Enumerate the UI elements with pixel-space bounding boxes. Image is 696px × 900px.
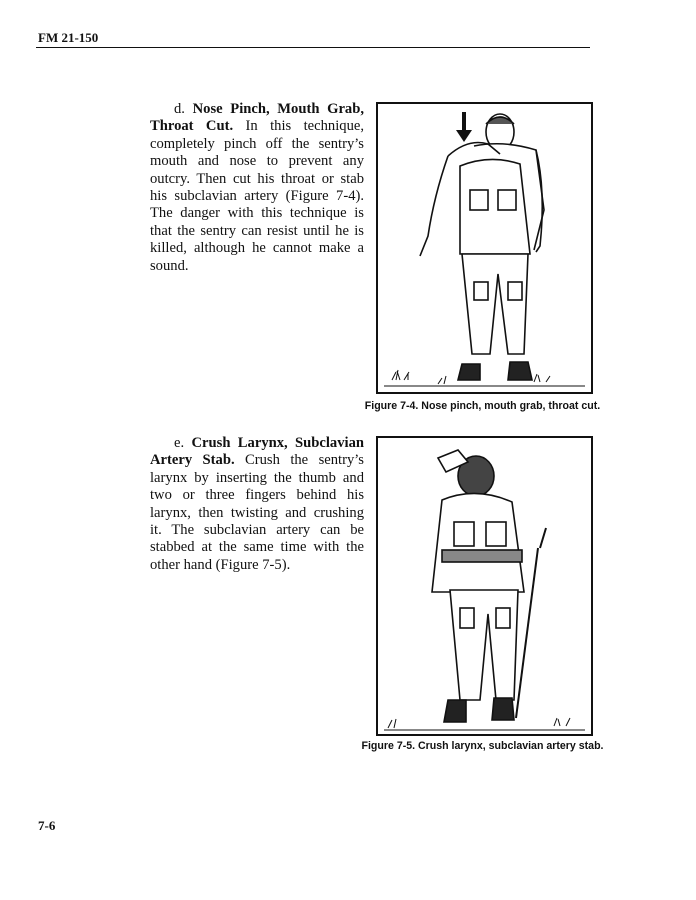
figure-7-4-illustration [376, 102, 593, 394]
paragraph-e-letter: e. [174, 435, 185, 451]
sentry-figure [432, 450, 524, 722]
paragraph-d-body: In this technique, completely pinch off the sentry’s mouth and nose to prevent any outcry. Then cut his throat or stab his subclavian artery (Figure 7-4). The danger with this technique is that the sentry can resist until he is killed, although he cannot make a sound. [150, 118, 364, 274]
paragraph-e [150, 435, 364, 574]
header-rule [36, 47, 590, 48]
sentry-figure [458, 159, 532, 380]
down-arrow-icon [456, 112, 472, 142]
paragraph-e-body: Crush the sentry’s larynx by inserting the thumb and two or three fingers behind his larynx, then twisting and crushing it. The subclavian artery can be stabbed at the same time with the other hand (Figure 7-5). [150, 452, 364, 573]
page-number: 7-6 [38, 818, 56, 833]
paragraph-d-letter: d. [174, 101, 185, 117]
paragraph-e-title: Crush Larynx, Subclavian Artery Stab. [150, 435, 364, 469]
ground-grass [384, 718, 585, 730]
ground-grass [384, 370, 585, 386]
paragraph-d-title: Nose Pinch, Mouth Grab, Throat Cut. [150, 101, 364, 135]
figure-7-5-illustration [376, 436, 593, 736]
paragraph-d [150, 101, 364, 275]
figure-7-4-caption: Figure 7-4. Nose pinch, mouth grab, throat cut. [364, 400, 601, 412]
manual-id-header: FM 21-150 [38, 30, 99, 45]
figure-7-5-caption: Figure 7-5. Crush larynx, subclavian artery stab. [361, 740, 604, 752]
